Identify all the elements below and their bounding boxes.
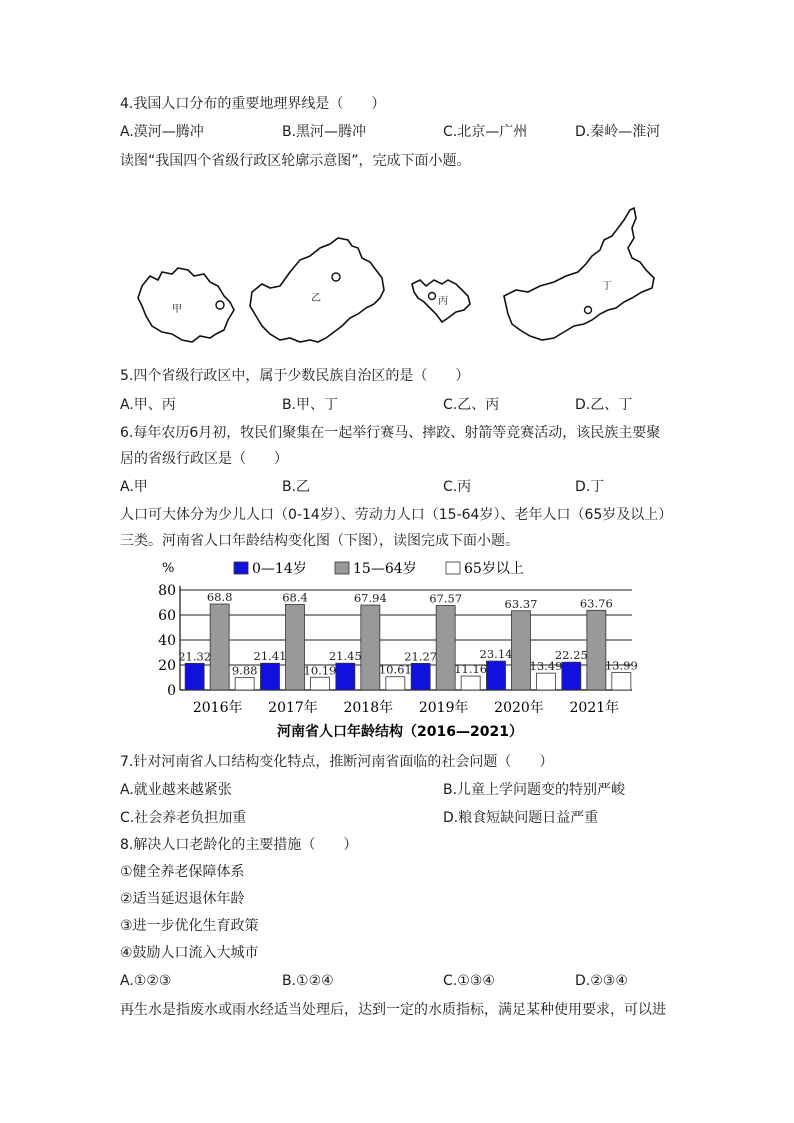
map-intro: 读图“我国四个省级行政区轮廓示意图”，完成下面小题。 bbox=[120, 153, 471, 169]
chart-bar bbox=[311, 677, 330, 690]
province-outline-map bbox=[130, 200, 670, 360]
chart-data-label: 21.27 bbox=[404, 649, 438, 664]
q7-stem: 7.针对河南省人口结构变化特点，推断河南省面临的社会问题（ ） bbox=[120, 754, 554, 770]
chart-x-tick-label: 2017年 bbox=[268, 700, 318, 716]
chart-y-tick-label: 40 bbox=[158, 633, 176, 649]
chart-legend-label: 0—14岁 bbox=[252, 561, 307, 577]
chart-bar bbox=[286, 605, 305, 691]
chart-intro-line1: 人口可大体分为少儿人口（0-14岁）、劳动力人口（15-64岁）、老年人口（65岁及以上） bbox=[120, 507, 673, 523]
province-yi-outline bbox=[250, 238, 384, 342]
chart-bar bbox=[461, 676, 480, 690]
next-passage-text: 再生水是指废水或雨水经适当处理后，达到一定的水质指标，满足某种使用要求，可以进 bbox=[120, 1002, 666, 1018]
chart-data-label: 21.41 bbox=[253, 649, 287, 664]
chart-bar bbox=[436, 606, 455, 690]
q4-option-a: A.漠河—腾冲 bbox=[120, 124, 204, 140]
chart-bar bbox=[386, 677, 405, 690]
chart-bar bbox=[587, 610, 606, 690]
q7-option-c: C.社会养老负担加重 bbox=[120, 810, 247, 826]
chart-bar bbox=[185, 663, 204, 690]
q4-option-b: B.黑河—腾冲 bbox=[282, 124, 367, 140]
province-jia-capital-marker bbox=[216, 301, 224, 309]
q4-option-c: C.北京—广州 bbox=[443, 124, 528, 140]
chart-x-tick-label: 2021年 bbox=[569, 700, 620, 716]
q8-item-1: ①健全养老保障体系 bbox=[120, 864, 245, 880]
chart-data-label: 23.14 bbox=[479, 647, 513, 662]
chart-data-label: 10.61 bbox=[378, 662, 412, 677]
chart-data-label: 13.49 bbox=[529, 659, 563, 674]
chart-y-tick-label: 60 bbox=[158, 608, 176, 624]
q8-option-a: A.①②③ bbox=[120, 973, 172, 989]
chart-x-tick-label: 2019年 bbox=[418, 700, 469, 716]
chart-data-label: 9.88 bbox=[231, 663, 258, 678]
chart-bar bbox=[411, 663, 430, 690]
chart-bar bbox=[361, 605, 380, 690]
chart-x-tick-label: 2018年 bbox=[343, 700, 394, 716]
q7-option-d: D.粮食短缺问题日益严重 bbox=[443, 810, 599, 826]
chart-y-tick-label: 0 bbox=[167, 683, 176, 699]
q6-option-b: B.乙 bbox=[282, 479, 311, 495]
chart-data-label: 13.99 bbox=[604, 658, 638, 673]
chart-bar bbox=[512, 611, 531, 690]
q5-option-d: D.乙、丁 bbox=[575, 397, 633, 413]
chart-x-tick-label: 2020年 bbox=[494, 700, 544, 716]
chart-data-label: 11.16 bbox=[454, 662, 488, 677]
q6-option-d: D.丁 bbox=[575, 479, 605, 495]
q8-item-2: ②适当延迟退休年龄 bbox=[120, 891, 245, 907]
chart-data-label: 10.19 bbox=[303, 663, 337, 678]
map-label-bing: 丙 bbox=[438, 296, 448, 307]
map-label-jia: 甲 bbox=[172, 304, 182, 315]
chart-data-label: 22.25 bbox=[554, 648, 588, 663]
chart-bar bbox=[261, 663, 280, 690]
chart-data-label: 68.8 bbox=[206, 590, 233, 604]
chart-legend-label: 15—64岁 bbox=[353, 561, 417, 577]
chart-bar bbox=[235, 678, 254, 690]
chart-x-tick-label: 2016年 bbox=[192, 700, 243, 716]
q8-option-c: C.①③④ bbox=[443, 973, 495, 989]
chart-bar bbox=[487, 661, 506, 690]
q6-stem-line2: 居的省级行政区是（ ） bbox=[120, 451, 288, 467]
chart-data-label: 21.45 bbox=[328, 649, 362, 664]
chart-y-unit: % bbox=[162, 561, 175, 576]
map-label-ding: 丁 bbox=[602, 281, 612, 292]
q8-item-3: ③进一步优化生育政策 bbox=[120, 918, 259, 934]
q5-option-c: C.乙、丙 bbox=[443, 397, 500, 413]
chart-bar bbox=[612, 673, 631, 690]
province-yi-capital-marker bbox=[332, 273, 340, 281]
chart-title: 河南省人口年龄结构（2016—2021） bbox=[277, 724, 523, 740]
chart-y-tick-label: 20 bbox=[158, 658, 176, 674]
q8-option-d: D.②③④ bbox=[575, 973, 628, 989]
chart-bar bbox=[562, 662, 581, 690]
q6-option-c: C.丙 bbox=[443, 479, 472, 495]
q5-option-b: B.甲、丁 bbox=[282, 397, 339, 413]
q4-option-d: D.秦岭—淮河 bbox=[575, 124, 661, 140]
province-ding-outline bbox=[504, 208, 654, 340]
chart-legend-swatch bbox=[446, 562, 460, 574]
q8-stem: 8.解决人口老龄化的主要措施（ ） bbox=[120, 837, 358, 853]
chart-data-label: 67.94 bbox=[353, 591, 387, 606]
q8-option-b: B.①②④ bbox=[282, 973, 334, 989]
chart-data-label: 68.4 bbox=[282, 590, 308, 605]
chart-data-label: 21.32 bbox=[178, 649, 212, 664]
chart-legend-swatch bbox=[234, 562, 248, 574]
q6-stem-line1: 6.每年农历6月初，牧民们聚集在一起举行赛马、摔跤、射箭等竞赛活动，该民族主要聚 bbox=[120, 425, 661, 441]
q8-item-4: ④鼓励人口流入大城市 bbox=[120, 945, 259, 961]
q5-option-a: A.甲、丙 bbox=[120, 397, 176, 413]
chart-intro-line2: 三类。河南省人口年龄结构变化图（下图），读图完成下面小题。 bbox=[120, 533, 519, 549]
map-label-yi: 乙 bbox=[311, 293, 321, 304]
chart-bar bbox=[537, 673, 556, 690]
age-structure-bar-chart bbox=[150, 556, 650, 746]
chart-bar bbox=[336, 663, 355, 690]
q7-option-a: A.就业越来越紧张 bbox=[120, 782, 232, 798]
q6-option-a: A.甲 bbox=[120, 479, 148, 495]
q7-option-b: B.儿童上学问题变的特别严峻 bbox=[443, 782, 626, 798]
chart-legend-swatch bbox=[335, 562, 349, 574]
chart-y-tick-label: 80 bbox=[158, 583, 176, 599]
province-bing-capital-marker bbox=[429, 293, 436, 300]
chart-data-label: 63.37 bbox=[504, 596, 538, 611]
province-ding-capital-marker bbox=[585, 307, 592, 314]
chart-legend-label: 65岁以上 bbox=[464, 561, 524, 577]
chart-data-label: 67.57 bbox=[429, 591, 463, 606]
q5-stem: 5.四个省级行政区中，属于少数民族自治区的是（ ） bbox=[120, 368, 470, 384]
chart-bar bbox=[210, 604, 229, 690]
q4-stem: 4.我国人口分布的重要地理界线是（ ） bbox=[120, 96, 386, 112]
chart-data-label: 63.76 bbox=[579, 596, 613, 611]
